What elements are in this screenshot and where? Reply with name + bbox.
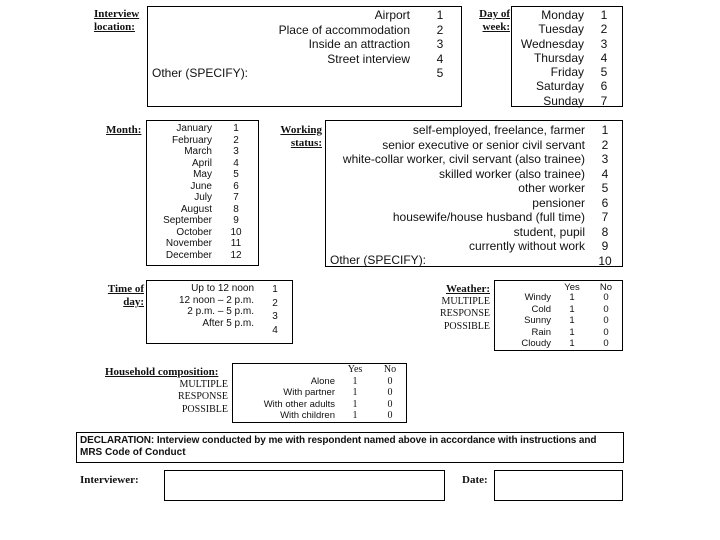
code: 6 [600,79,608,94]
code: 3 [272,311,278,322]
interview-location-codes [432,8,448,81]
code: 4 [272,324,278,336]
option-noon-to-2pm[interactable]: 12 noon – 2 p.m. [178,294,254,306]
day-of-week-options [514,8,584,108]
yes-code: 1 [569,303,575,315]
code: 4 [600,50,608,65]
time-of-day-codes [268,283,282,337]
code: 3 [601,152,609,166]
option-inside-an-attraction[interactable]: Inside an attraction [308,37,410,51]
household-multiple-response-note: MULTIPLE RESPONSE POSSIBLE [177,379,228,415]
yes-code: 1 [569,315,575,326]
code: 4 [436,51,444,66]
option-november[interactable]: November [165,238,212,249]
option-friday[interactable]: Friday [550,65,584,80]
code: 7 [601,210,609,224]
weather-no-codes [596,292,616,350]
option-with-children[interactable]: With children [280,409,335,421]
no-code: 0 [603,303,609,315]
option-december[interactable]: December [165,249,212,261]
code: 8 [233,203,239,215]
option-cloudy[interactable]: Cloudy [521,338,551,349]
option-pensioner[interactable]: pensioner [532,195,585,210]
option-march[interactable]: March [184,146,212,157]
interview-location-options [150,8,410,66]
declaration-text: DECLARATION: Interview conducted by me with respondent named above in accordance with instructions and MRS Code of Conduct [80,435,597,458]
month-codes [226,123,246,261]
household-no-header: No [383,364,397,375]
weather-yes-codes [562,292,582,350]
no-code: 0 [603,326,609,338]
option-self-employed[interactable]: self-employed, freelance, farmer [412,123,585,137]
time-of-day-label: Time of day: [107,283,144,308]
option-august[interactable]: August [180,203,212,215]
option-without-work[interactable]: currently without work [468,239,585,253]
code: 7 [233,192,239,203]
no-code: 0 [387,398,393,410]
option-place-of-accommodation[interactable]: Place of accommodation [278,22,410,37]
interview-location-other-label[interactable]: Other (SPECIFY): [152,66,249,80]
code: 5 [436,66,444,80]
yes-code: 1 [352,376,358,387]
option-sunny[interactable]: Sunny [524,315,551,326]
code: 2 [272,297,278,309]
date-label: Date: [462,474,488,486]
working-status-codes [595,123,615,268]
household-options [236,376,335,421]
option-september[interactable]: September [163,215,212,226]
weather-label: Weather: [446,283,490,295]
weather-multiple-response-note: MULTIPLE RESPONSE POSSIBLE [439,296,490,332]
code: 2 [600,22,608,37]
household-no-codes [380,376,400,421]
code: 1 [272,284,278,295]
no-code: 0 [603,292,609,303]
code: 4 [233,157,239,169]
code: 6 [233,180,239,192]
option-skilled-worker[interactable]: skilled worker (also trainee) [438,166,585,181]
code: 12 [230,249,242,261]
option-april[interactable]: April [191,157,212,169]
option-may[interactable]: May [193,169,212,180]
code: 11 [230,238,242,249]
day-of-week-codes [596,8,612,108]
code: 5 [233,169,239,180]
code: 7 [600,93,608,108]
code: 2 [436,22,444,37]
option-thursday[interactable]: Thursday [533,50,584,65]
month-label: Month: [106,124,142,136]
option-other-worker[interactable]: other worker [518,181,585,195]
code: 8 [601,224,609,239]
month-options [148,123,212,261]
household-yes-codes [345,376,365,421]
option-cold[interactable]: Cold [531,303,551,315]
working-status-label: Working status: [280,124,322,149]
code: 1 [436,8,444,22]
yes-code: 1 [352,409,358,421]
weather-yes-header: Yes [564,282,580,293]
option-wednesday[interactable]: Wednesday [520,36,584,51]
time-of-day-options [148,283,254,329]
option-windy[interactable]: Windy [524,292,551,303]
code: 3 [600,36,608,51]
yes-code: 1 [352,398,358,410]
date-field[interactable] [494,470,623,501]
option-sunday[interactable]: Sunday [543,93,584,108]
option-up-to-noon[interactable]: Up to 12 noon [191,283,254,294]
household-yes-header: Yes [347,364,363,375]
weather-no-header: No [599,282,613,293]
option-with-partner[interactable]: With partner [283,387,335,399]
option-student[interactable]: student, pupil [513,224,585,239]
no-code: 0 [387,387,393,399]
interview-location-label: Interview location: [94,8,140,33]
yes-code: 1 [569,326,575,338]
option-january[interactable]: January [176,123,212,134]
option-alone[interactable]: Alone [310,376,335,387]
code: 1 [600,8,608,22]
code: 10 [598,253,612,268]
yes-code: 1 [569,292,575,303]
option-white-collar[interactable]: white-collar worker, civil servant (also trainee) [342,152,585,166]
code: 5 [600,65,608,80]
code: 1 [601,123,609,137]
no-code: 0 [603,338,609,349]
option-street-interview[interactable]: Street interview [327,51,410,66]
yes-code: 1 [569,338,575,349]
option-senior-executive[interactable]: senior executive or senior civil servant [382,137,585,152]
option-housewife[interactable]: housewife/house husband (full time) [392,210,585,224]
code: 6 [601,195,609,210]
option-october[interactable]: October [176,226,212,238]
option-2pm-to-5pm[interactable]: 2 p.m. – 5 p.m. [187,306,254,317]
option-airport[interactable]: Airport [374,8,410,22]
option-july[interactable]: July [194,192,212,203]
code: 2 [601,137,609,152]
no-code: 0 [603,315,609,326]
option-monday[interactable]: Monday [541,8,584,22]
code: 2 [233,134,239,146]
code: 4 [601,166,609,181]
code: 10 [230,226,242,238]
code: 5 [601,181,609,195]
yes-code: 1 [352,387,358,399]
working-status-options [328,123,585,254]
weather-options [497,292,551,350]
option-june[interactable]: June [190,180,212,192]
no-code: 0 [387,376,393,387]
code: 3 [233,146,239,157]
option-after-5pm[interactable]: After 5 p.m. [202,317,254,329]
code: 1 [233,123,239,134]
code: 9 [601,239,609,253]
household-composition-label: Household composition: [105,366,219,378]
option-tuesday[interactable]: Tuesday [538,22,584,37]
option-with-other-adults[interactable]: With other adults [263,398,335,410]
option-february[interactable]: February [171,134,212,146]
day-of-week-label: Day of week: [479,8,510,33]
code: 3 [436,37,444,51]
working-status-other-label[interactable]: Other (SPECIFY): [330,253,427,267]
code: 9 [233,215,239,226]
interviewer-label: Interviewer: [80,474,139,486]
option-saturday[interactable]: Saturday [535,79,584,94]
no-code: 0 [387,409,393,421]
option-rain[interactable]: Rain [531,326,551,338]
interviewer-field[interactable] [164,470,445,501]
